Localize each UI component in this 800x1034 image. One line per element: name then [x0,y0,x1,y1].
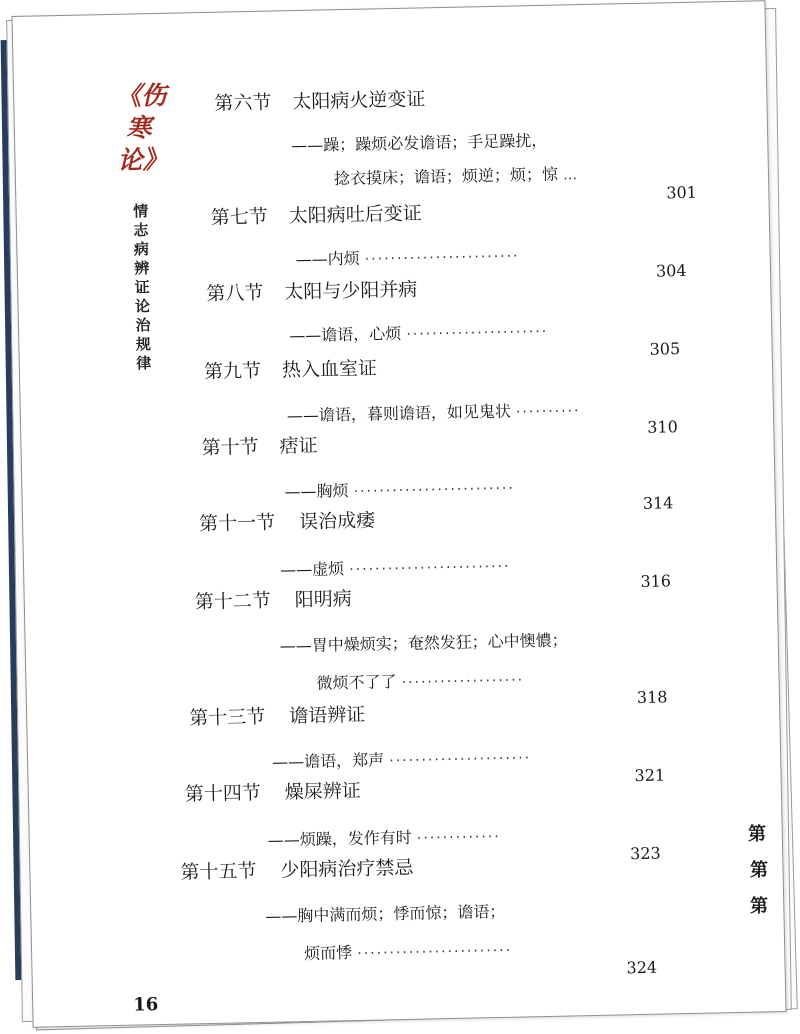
description-text: ——谵语，心烦 [289,323,402,346]
next-page-fragment: 第 [750,860,768,881]
table-of-contents [13,1,786,1027]
description-text: ——胸烦 [284,481,349,502]
section-number: 第七节 [210,205,268,229]
toc-description: ——胃中燥烦实；奄然发狂；心中懊憹； [279,630,568,656]
subtitle-char: 辨 [134,259,150,278]
section-title: 少阳病治疗禁忌 [280,856,414,882]
toc-section-heading[interactable] [185,776,362,807]
section-number: 第八节 [206,281,264,305]
subtitle-char: 律 [136,354,152,373]
section-number: 第十五节 [180,860,257,884]
toc-page-number: 304 [655,260,687,281]
section-title: 痞证 [279,434,318,458]
subtitle-char: 论 [134,297,151,316]
section-number: 第十一节 [198,511,276,536]
toc-description [272,744,531,772]
toc-description: ——躁；躁烦必发谵语；手足躁扰， [291,130,548,156]
toc-section-heading[interactable] [189,700,366,731]
toc-page-number: 301 [666,182,698,203]
next-page-fragment: 第 [750,896,768,917]
description-text: ——谵语，郑声 [271,750,385,772]
toc-description [280,553,511,581]
section-number: 第九节 [203,359,262,384]
toc-section-heading[interactable] [199,506,376,537]
description-text: 烦而悸 [303,943,353,964]
leader-dots: … [562,167,580,184]
section-number: 第十三节 [189,705,266,730]
section-title: 太阳与少阳并病 [284,278,418,304]
toc-section-heading[interactable] [214,84,426,115]
section-number: 第十二节 [194,589,272,614]
section-title: 阳明病 [294,588,353,612]
toc-page [11,0,786,1028]
toc-section-heading[interactable] [206,275,418,306]
toc-page-number: 324 [626,957,658,978]
description-text: 捻衣摸床；谵语；烦逆；烦；惊 [333,164,559,189]
toc-section-heading[interactable] [194,584,352,614]
subtitle-char: 志 [133,221,149,240]
book-title-char: 寒 [126,113,152,143]
toc-page-number: 321 [634,765,666,786]
description-text: ——虚烦 [279,559,345,580]
description-text: ——谵语，暮则谵语，如见鬼状 [286,401,512,426]
toc-page-number: 314 [642,493,674,513]
toc-section-heading[interactable] [204,353,378,384]
toc-section-heading[interactable] [180,853,414,885]
toc-description [295,242,519,270]
next-page-fragment: 第 [748,824,766,845]
description-text: ——烦躁，发作有时 [267,827,412,850]
section-title: 太阳病火逆变证 [292,88,426,114]
leader-dots: ························ [357,942,513,962]
toc-description [268,823,501,851]
leader-dots: ························· [353,480,516,500]
toc-section-heading[interactable] [201,431,318,460]
subtitle-char: 规 [135,335,152,354]
toc-page-number: 323 [629,843,661,864]
toc-description: ——胸中满而烦；悸而惊；谵语； [265,901,506,926]
leader-dots: ························· [349,558,511,579]
page-folio-number: 16 [133,994,159,1016]
book-title-char: 论》 [117,144,168,175]
toc-page-number: 310 [647,417,678,437]
section-title: 太阳病吐后变证 [288,202,422,228]
section-title: 燥屎辨证 [284,779,362,804]
leader-dots: ··················· [401,672,525,691]
toc-description [304,937,512,964]
leader-dots: ······················ [389,750,532,770]
subtitle-char: 证 [134,278,150,297]
leader-dots: ························ [364,248,520,268]
subtitle-char: 治 [135,316,151,335]
description-text: ——内烦 [295,248,360,270]
toc-page-number: 318 [636,687,668,708]
section-title: 热入血室证 [281,357,378,382]
section-number: 第六节 [214,91,272,115]
toc-page-number: 305 [649,339,681,359]
section-title: 误治成痿 [298,509,376,534]
subtitle-char: 病 [133,240,150,259]
section-title: 谵语辨证 [288,703,366,728]
leader-dots: ············· [416,828,501,847]
toc-section-heading[interactable] [210,198,422,229]
leader-dots: ·········· [515,403,581,421]
toc-description [289,318,548,346]
description-text: 微烦不了了 [316,672,397,693]
leader-dots: ······················ [406,323,549,343]
toc-description [287,397,581,426]
toc-description [334,161,580,189]
toc-description [316,666,524,693]
toc-page-number: 316 [640,571,672,591]
subtitle-char: 情 [132,202,149,221]
book-title-char: 《伤 [115,80,167,111]
section-number: 第十节 [201,435,259,460]
section-number: 第十四节 [184,781,262,806]
toc-description [284,475,515,503]
